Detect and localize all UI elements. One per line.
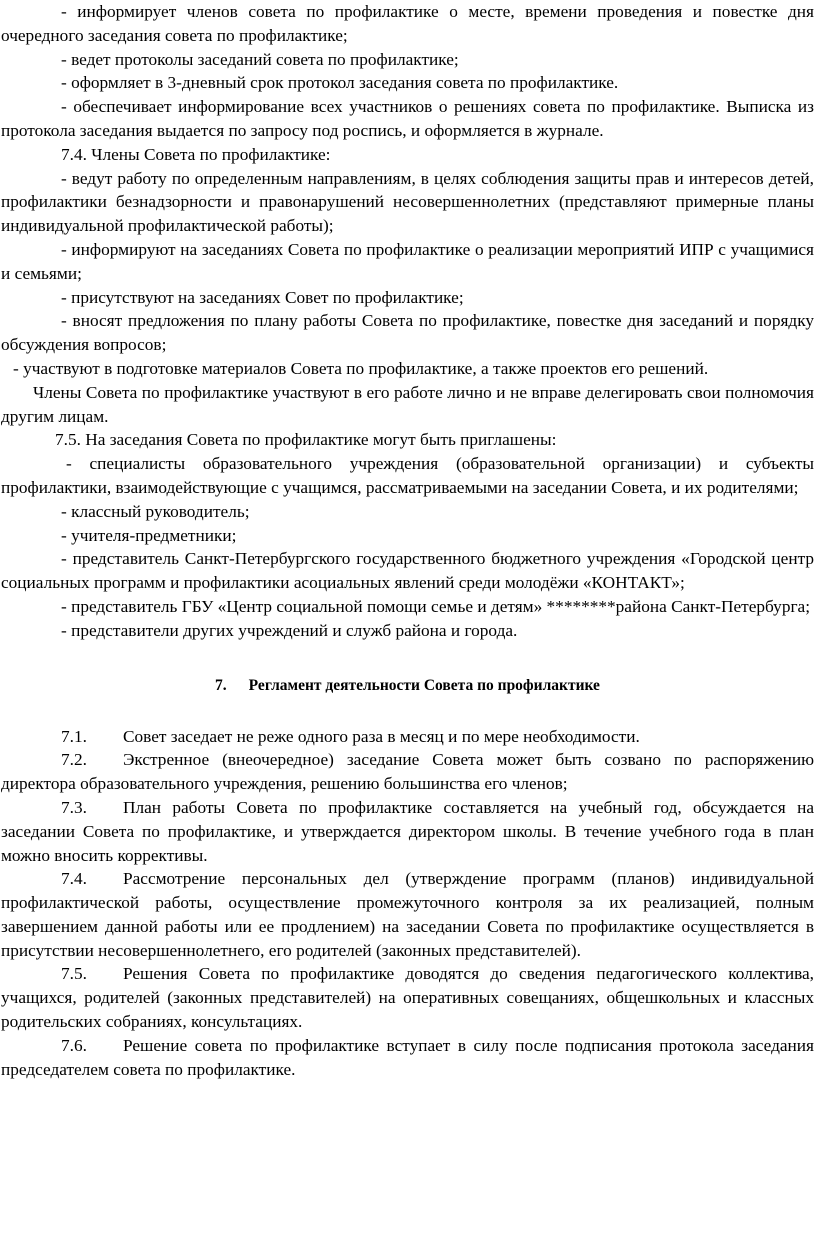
paragraph: 7.4. Члены Совета по профилактике: [61,144,331,164]
item-number: 7.1. [61,726,87,746]
item-text: Рассмотрение персональных дел (утверждение программ (планов) индивидуальной профилактической работы, осуществление промежуточного контроля за их реализацией, полным завершением данной работы или ее продлением) на заседании Совета по профилактике осуществляется в присутствии несовершеннолетнего, его родителей (законных представителей). [1,869,814,960]
paragraph: - классный руководитель; [61,501,250,521]
item-text: Экстренное (внеочередное) заседание Совета может быть созвано по распоряжению директора образовательного учреждения, решению большинства его членов; [1,750,814,794]
item-number: 7.3. [61,797,87,817]
item-text: План работы Совета по профилактике составляется на учебный год, обсуждается на заседании Совета по профилактике, и утверждается директором школы. В течение учебного года в план можно вносить коррективы. [1,797,814,865]
numbered-item [1,962,814,1033]
numbered-item [1,725,814,749]
numbered-item [1,796,814,867]
paragraph: - ведут работу по определенным направлениям, в целях соблюдения защиты прав и интересов детей, профилактики безнадзорности и правонарушений несовершеннолетних (представляют примерные планы индивидуальной профилактической работы); [1,168,814,236]
paragraph: Члены Совета по профилактике участвуют в его работе лично и не вправе делегировать свои полномочия другим лицам. [1,382,814,426]
item-number: 7.5. [61,964,87,984]
paragraph: - представители других учреждений и служб района и города. [61,620,518,640]
numbered-item [1,867,814,962]
paragraph: - учителя-предметники; [61,525,237,545]
paragraph: - информирует членов совета по профилактике о месте, времени проведения и повестке дня очередного заседания совета по профилактике; [1,2,814,45]
section-heading [1,675,814,697]
paragraph: - представитель ГБУ «Центр социальной помощи семье и детям» ********района Санкт-Петербурга; [61,596,811,616]
item-text: Совет заседает не реже одного раза в месяц и по мере необходимости. [123,726,640,746]
paragraph: - представитель Санкт-Петербургского государственного бюджетного учреждения «Городской центр социальных программ и профилактики асоциальных явлений среди молодёжи «КОНТАКТ»; [1,549,814,593]
paragraph: - ведет протоколы заседаний совета по профилактике; [61,49,459,69]
paragraph: - присутствуют на заседаниях Совет по профилактике; [61,287,464,307]
section-title: Регламент деятельности Совета по профилактике [248,676,600,694]
paragraph: 7.5. На заседания Совета по профилактике могут быть приглашены: [55,430,557,450]
item-text: Решения Совета по профилактике доводятся до сведения педагогического коллектива, учащихся, родителей (законных представителей) на оперативных совещаниях, общешкольных и классных родительских собраниях, консультациях. [1,964,814,1032]
item-number: 7.6. [61,1035,87,1055]
item-number: 7.4. [61,869,87,889]
numbered-item [1,748,814,796]
paragraph: - информируют на заседаниях Совета по профилактике о реализации мероприятий ИПР с учащимися и семьями; [1,239,814,283]
item-number: 7.2. [61,750,87,770]
paragraph: - специалисты образовательного учреждения (образовательной организации) и субъекты профилактики, взаимодействующие с учащимся, рассматриваемыми на заседании Совета, и их родителями; [1,454,814,497]
paragraph: - участвуют в подготовке материалов Совета по профилактике, а также проектов его решений. [13,358,709,378]
paragraph: - вносят предложения по плану работы Совета по профилактике, повестке дня заседаний и порядку обсуждения вопросов; [1,311,814,355]
paragraph: - оформляет в 3-дневный срок протокол заседания совета по профилактике. [61,73,619,93]
paragraph: - обеспечивает информирование всех участников о решениях совета по профилактике. Выписка из протокола заседания выдается по запросу под роспись, и оформляется в журнале. [1,97,814,140]
numbered-item [1,1034,814,1082]
section-number: 7. [215,676,227,694]
item-text: Решение совета по профилактике вступает в силу после подписания протокола заседания председателем совета по профилактике. [1,1035,814,1079]
